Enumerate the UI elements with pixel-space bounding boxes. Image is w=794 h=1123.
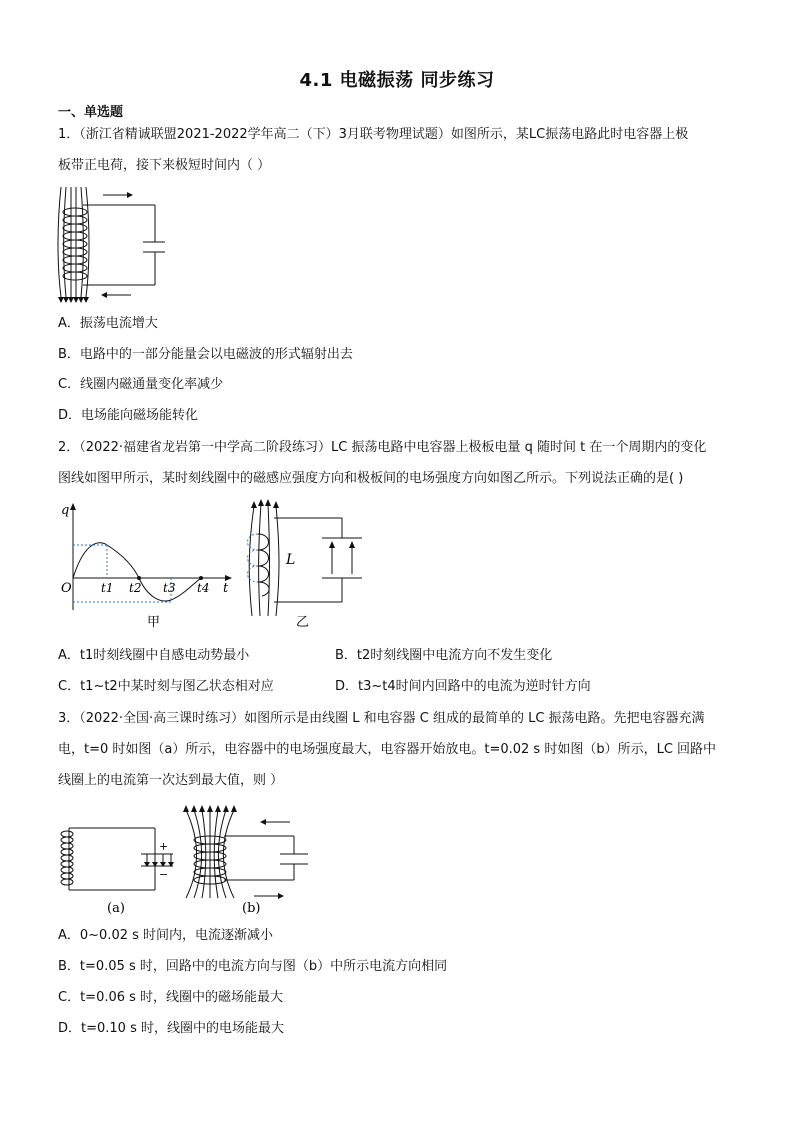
positive-plate-label: + bbox=[159, 840, 169, 853]
q1-option-d: D．电场能向磁场能转化 bbox=[58, 408, 199, 423]
q2-circuit-yi bbox=[240, 498, 380, 633]
q3-text-line-1: 3．（2022·全国·高三课时练习）如图所示是由线圈 L 和电容器 C 组成的最简单的 LC 振荡电路。先把电容器充满 bbox=[58, 711, 705, 726]
q2-option-d: D．t3~t4时间内回路中的电流为逆时针方向 bbox=[335, 679, 591, 694]
q2-option-c: C．t1~t2中某时刻与图乙状态相对应 bbox=[58, 679, 274, 694]
q3-circuit-b bbox=[180, 800, 320, 920]
section-heading: 一、单选题 bbox=[58, 105, 124, 120]
origin-label: O bbox=[61, 581, 72, 596]
q1-option-c: C．线圈内磁通量变化率减少 bbox=[58, 377, 224, 392]
q3-option-c: C．t=0.06 s 时，线圈中的磁场能最大 bbox=[58, 990, 284, 1005]
q2-option-b: B．t2时刻线圈中电流方向不发生变化 bbox=[335, 648, 553, 663]
q2-option-a: A．t1时刻线圈中自感电动势最小 bbox=[58, 648, 250, 663]
axis-label-q: q bbox=[61, 503, 70, 518]
tick-label-t1: t1 bbox=[101, 581, 114, 595]
figure-label-a: (a) bbox=[107, 901, 125, 916]
figure-label-b: (b) bbox=[242, 901, 261, 916]
q1-text-line-2: 板带正电荷，接下来极短时间内（ ） bbox=[58, 158, 271, 173]
q2-text-line-1: 2．（2022·福建省龙岩第一中学高二阶段练习）LC 振荡电路中电容器上极板电量 q 随时间 t 在一个周期内的变化 bbox=[58, 440, 707, 455]
q3-text-line-2: 电，t=0 时如图（a）所示，电容器中的电场强度最大，电容器开始放电。t=0.02 s 时如图（b）所示，LC 回路中 bbox=[58, 742, 717, 757]
tick-label-t2: t2 bbox=[129, 581, 142, 595]
figure-label-yi: 乙 bbox=[296, 615, 310, 630]
q2-text-line-2: 图线如图甲所示，某时刻线圈中的磁感应强度方向和极板间的电场强度方向如图乙所示。下列说法正确的是( ) bbox=[58, 471, 684, 486]
q3-option-b: B．t=0.05 s 时，回路中的电流方向与图（b）中所示电流方向相同 bbox=[58, 959, 448, 974]
tick-label-t4: t4 bbox=[197, 581, 210, 595]
q2-graph-jia bbox=[55, 500, 235, 630]
q3-text-line-3: 线圈上的电流第一次达到最大值，则 ） bbox=[58, 773, 284, 788]
inductor-label: L bbox=[286, 552, 296, 568]
q3-option-d: D．t=0.10 s 时，线圈中的电场能最大 bbox=[58, 1021, 284, 1036]
q1-option-a: A．振荡电流增大 bbox=[58, 316, 158, 331]
q1-option-b: B．电路中的一部分能量会以电磁波的形式辐射出去 bbox=[58, 347, 353, 362]
tick-label-t3: t3 bbox=[163, 581, 176, 595]
page-title: 4.1 电磁振荡 同步练习 bbox=[299, 70, 495, 91]
q3-option-a: A．0~0.02 s 时间内，电流逐渐减小 bbox=[58, 928, 274, 943]
figure-label-jia: 甲 bbox=[147, 615, 161, 630]
axis-label-t: t bbox=[223, 581, 229, 596]
q1-text-line-1: 1．（浙江省精诚联盟2021-2022学年高二（下）3月联考物理试题）如图所示，某LC振荡电路此时电容器上极 bbox=[58, 127, 689, 142]
q1-circuit-figure bbox=[55, 185, 165, 303]
q3-circuit-a bbox=[55, 820, 185, 920]
negative-plate-label: − bbox=[159, 868, 169, 881]
